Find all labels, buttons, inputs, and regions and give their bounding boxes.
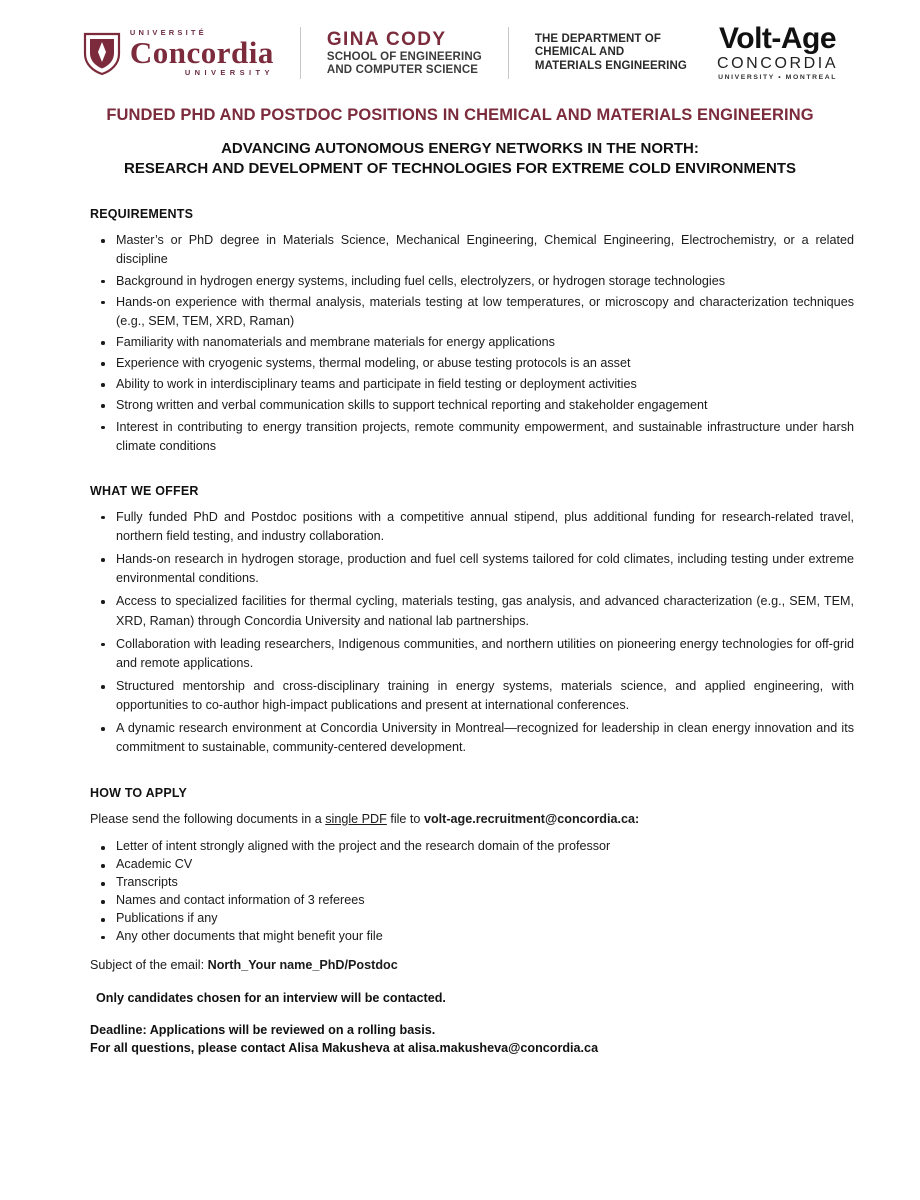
list-item: Master’s or PhD degree in Materials Science, Mechanical Engineering, Chemical Engineering, Electrochemistry, or a related discipline — [114, 231, 854, 269]
apply-intro-mid: file to — [386, 811, 424, 826]
volt-age-title: Volt-Age — [718, 22, 837, 55]
list-item: Access to specialized facilities for thermal cycling, materials testing, gas analysis, and advanced characterization (e.g., SEM, TEM, XRD, Raman) through Concordia University and national lab partnerships. — [114, 592, 854, 630]
gina-cody-logo — [327, 29, 482, 76]
page-subtitle-line1: ADVANCING AUTONOMOUS ENERGY NETWORKS IN THE NORTH: — [221, 139, 699, 157]
list-item: A dynamic research environment at Concordia University in Montreal—recognized for leadership in clean energy innovation and its commitment to sustainable, community-centered development. — [114, 719, 854, 757]
single-pdf-link[interactable]: single PDF — [325, 811, 387, 826]
list-item: Academic CV — [114, 856, 854, 874]
concordia-name-text: Concordia — [129, 35, 274, 71]
list-item: Transcripts — [114, 874, 854, 892]
logo-divider — [300, 27, 301, 79]
department-logo — [535, 33, 687, 73]
list-item: Letter of intent strongly aligned with the project and the research domain of the professor — [114, 838, 854, 856]
department-line3: MATERIALS ENGINEERING — [534, 59, 687, 72]
offer-list — [90, 508, 854, 758]
list-item: Structured mentorship and cross-disciplinary training in energy systems, materials science, and applied engineering, with opportunities to co-author high-impact publications and present at international conferences. — [114, 677, 854, 715]
list-item: Fully funded PhD and Postdoc positions with a competitive annual stipend, plus additional funding for research-related travel, northern field testing, and industry collaboration. — [114, 508, 854, 546]
concordia-bottom-text: UNIVERSITY — [184, 68, 274, 78]
gina-cody-line2: AND COMPUTER SCIENCE — [326, 63, 479, 76]
offer-heading: WHAT WE OFFER — [90, 483, 199, 498]
list-item: Hands-on experience with thermal analysis, materials testing at low temperatures, or microscopy and characterization techniques (e.g., SEM, TEM, XRD, Raman) — [114, 293, 854, 331]
volt-age-sub2: UNIVERSITY • MONTREAL — [718, 74, 837, 81]
concordia-wordmark — [130, 29, 274, 77]
gina-cody-title: GINA CODY — [326, 29, 447, 51]
concordia-logo — [82, 29, 274, 77]
page-title: FUNDED PHD AND POSTDOC POSITIONS IN CHEMICAL AND MATERIALS ENGINEERING — [106, 105, 814, 124]
list-item: Ability to work in interdisciplinary teams and participate in field testing or deployment activities — [114, 375, 854, 394]
list-item: Background in hydrogen energy systems, including fuel cells, electrolyzers, or hydrogen storage technologies — [114, 272, 854, 291]
deadline-line2: For all questions, please contact Alisa Makusheva at alisa.makusheva@concordia.ca — [90, 1040, 599, 1055]
email-subject-label: Subject of the email: — [90, 957, 208, 972]
requirements-heading: REQUIREMENTS — [90, 207, 194, 222]
concordia-top-text: UNIVERSITÉ — [129, 27, 207, 37]
list-item: Any other documents that might benefit your file — [114, 928, 854, 946]
list-item: Hands-on research in hydrogen storage, production and fuel cell systems tailored for cold climates, including testing under extreme environmental conditions. — [114, 550, 854, 588]
list-item: Collaboration with leading researchers, Indigenous communities, and northern utilities on pioneering energy technologies for off-grid and remote applications. — [114, 635, 854, 673]
concordia-shield-icon — [82, 30, 122, 76]
list-item: Familiarity with nanomaterials and membrane materials for energy applications — [114, 333, 854, 352]
apply-instructions — [90, 810, 854, 829]
page-subtitle-line2: RESEARCH AND DEVELOPMENT OF TECHNOLOGIES FOR EXTREME COLD ENVIRONMENTS — [124, 160, 796, 178]
interview-note: Only candidates chosen for an interview will be contacted. — [96, 990, 446, 1005]
volt-age-sub: CONCORDIA — [716, 55, 839, 72]
poster-content — [0, 207, 920, 1057]
deadline-line1: Deadline: Applications will be reviewed on a rolling basis. — [90, 1022, 436, 1037]
page-subtitle — [60, 139, 860, 180]
list-item: Publications if any — [114, 910, 854, 928]
volt-age-logo — [713, 24, 838, 82]
recruitment-email[interactable]: volt-age.recruitment@concordia.ca: — [423, 811, 640, 826]
apply-heading: HOW TO APPLY — [90, 785, 188, 800]
logo-divider-2 — [508, 27, 509, 79]
list-item: Names and contact information of 3 referees — [114, 892, 854, 910]
email-subject-line — [90, 956, 854, 975]
apply-intro-pre: Please send the following documents in a — [90, 811, 326, 826]
documents-list — [90, 838, 854, 945]
logo-band — [0, 0, 920, 88]
gina-cody-line1: SCHOOL OF ENGINEERING — [326, 50, 482, 63]
email-subject-value: North_Your name_PhD/Postdoc — [207, 957, 398, 972]
department-line2: CHEMICAL AND — [534, 46, 625, 59]
list-item: Experience with cryogenic systems, thermal modeling, or abuse testing protocols is an asset — [114, 354, 854, 373]
list-item: Strong written and verbal communication skills to support technical reporting and stakeholder engagement — [114, 396, 854, 415]
requirements-list — [90, 231, 854, 456]
how-to-apply-block — [90, 786, 854, 1058]
department-line1: THE DEPARTMENT OF — [534, 32, 661, 45]
list-item: Interest in contributing to energy transition projects, remote community empowerment, and sustainable infrastructure under harsh climate conditions — [114, 418, 854, 456]
deadline-block — [90, 1021, 854, 1058]
